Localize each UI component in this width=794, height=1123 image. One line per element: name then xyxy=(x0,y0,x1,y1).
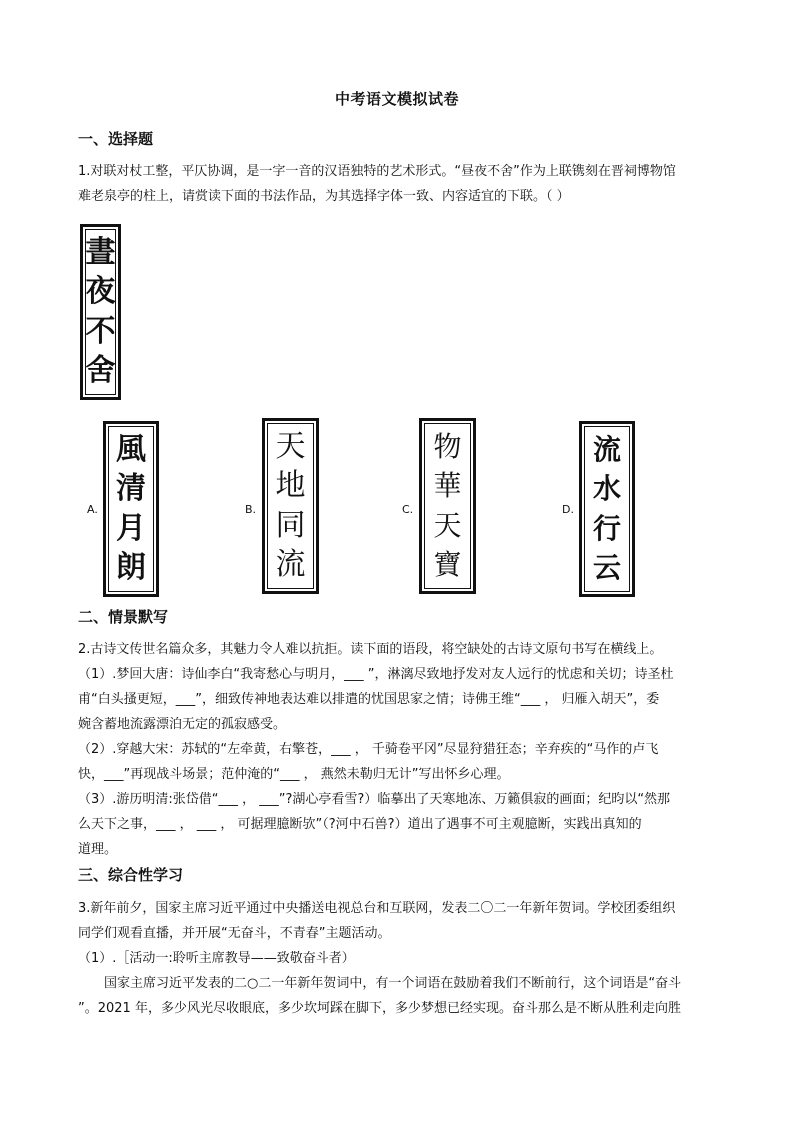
question-3-text xyxy=(78,896,718,1021)
calligraphy-char: 朗 xyxy=(116,550,146,586)
calligraphy-char: 月 xyxy=(116,510,146,546)
question-2-line: （1）.梦回大唐：诗仙李白“我寄愁心与明月，___ ”，淋漓尽致地抒发对友人远行的忧虑和关切；诗圣杜 xyxy=(78,667,674,682)
question-1-line: 1.对联对杖工整，平仄协调，是一字一音的汉语独特的艺术形式。“昼夜不舍”作为上联镌刻在晋祠博物馆 xyxy=(78,164,676,179)
option-d-scroll[interactable] xyxy=(579,421,635,597)
calligraphy-char: 晝 xyxy=(85,234,116,270)
question-3-line: ”。2021 年，多少风光尽收眼底，多少坎坷踩在脚下，多少梦想已经实现。奋斗那么是不断从胜利走向胜 xyxy=(78,1001,681,1016)
calligraphy-char: 風 xyxy=(116,431,146,467)
calligraphy-char: 同 xyxy=(275,507,306,543)
question-2-line: 婉含蓄地流露漂泊无定的孤寂感受。 xyxy=(78,717,287,732)
calligraphy-main-scroll xyxy=(80,224,121,400)
option-a-scroll[interactable] xyxy=(103,421,159,597)
section-heading-comprehensive: 三、综合性学习 xyxy=(78,866,184,884)
calligraphy-char: 物 xyxy=(433,429,462,463)
option-b-scroll[interactable] xyxy=(262,418,319,594)
section-heading-choice: 一、选择题 xyxy=(78,130,154,148)
question-2-line: 甫“白头搔更短，___”，细致传神地表达难以排遣的忧国思家之情；诗佛王维“___ ， 归雁入胡天”，委 xyxy=(78,692,660,707)
option-c-label[interactable]: C. xyxy=(402,503,414,516)
question-1-line: 难老泉亭的柱上，请赏读下面的书法作品，为其选择字体一致、内容适宜的下联。（ ） xyxy=(78,189,570,204)
calligraphy-char: 天 xyxy=(433,508,462,542)
calligraphy-char: 舍 xyxy=(85,353,116,389)
option-d-label[interactable]: D. xyxy=(562,503,574,516)
question-2-text xyxy=(78,637,718,862)
calligraphy-char: 云 xyxy=(592,551,621,585)
calligraphy-char: 地 xyxy=(275,468,306,504)
question-2-line: 道理。 xyxy=(78,842,118,857)
calligraphy-char: 不 xyxy=(85,313,116,349)
option-a-label[interactable]: A. xyxy=(87,503,98,516)
calligraphy-char: 清 xyxy=(116,471,146,507)
question-3-line: 国家主席习近平发表的二○二一年新年贺词中，有一个词语在鼓励着我们不断前行，这个词语是“奋斗 xyxy=(104,976,682,991)
question-1-text xyxy=(78,159,718,209)
question-2-line: 2.古诗文传世名篇众多，其魅力令人难以抗拒。读下面的语段，将空缺处的古诗文原句书写在横线上。 xyxy=(78,642,663,657)
question-2-line: 么天下之事，___ ， ___ ， 可据理臆断欤”（?河中石兽?）道出了遇事不可主观臆断，实践出真知的 xyxy=(78,817,642,832)
question-2-line: 快，___”再现战斗场景；范仲淹的“___ ， 燕然未勒归无计”写出怀乡心理。 xyxy=(78,767,510,782)
calligraphy-char: 寶 xyxy=(433,548,462,582)
calligraphy-char: 流 xyxy=(592,432,621,466)
calligraphy-char: 水 xyxy=(592,472,621,506)
option-b-label[interactable]: B. xyxy=(245,503,257,516)
question-3-line: 3.新年前夕，国家主席习近平通过中央播送电视总台和互联网，发表二〇二一年新年贺词。学校团委组织 xyxy=(78,901,676,916)
option-c-scroll[interactable] xyxy=(419,418,476,594)
calligraphy-char: 天 xyxy=(275,428,306,464)
calligraphy-char: 夜 xyxy=(85,274,116,310)
question-2-line: （3）.游历明清:张岱借“___ ， ___”?湖心亭看雪?）临摹出了天寒地冻、万籁俱寂的画面；纪昀以“然那 xyxy=(78,792,671,807)
question-3-line: （1）.［活动一:聆听主席教导——致敬奋斗者） xyxy=(78,951,355,966)
question-2-line: （2）.穿越大宋：苏轼的“左牵黄，右擎苍，___ ， 千骑卷平冈”尽显狩猎狂态；辛弃疾的“马作的卢飞 xyxy=(78,742,659,757)
calligraphy-char: 流 xyxy=(275,547,306,583)
calligraphy-char: 行 xyxy=(592,511,621,545)
page-title: 中考语文模拟试卷 xyxy=(334,90,459,108)
section-heading-recitation: 二、情景默写 xyxy=(78,608,169,626)
question-3-line: 同学们观看直播，并开展“无奋斗，不青春”主题活动。 xyxy=(78,926,391,941)
calligraphy-char: 華 xyxy=(433,469,462,503)
